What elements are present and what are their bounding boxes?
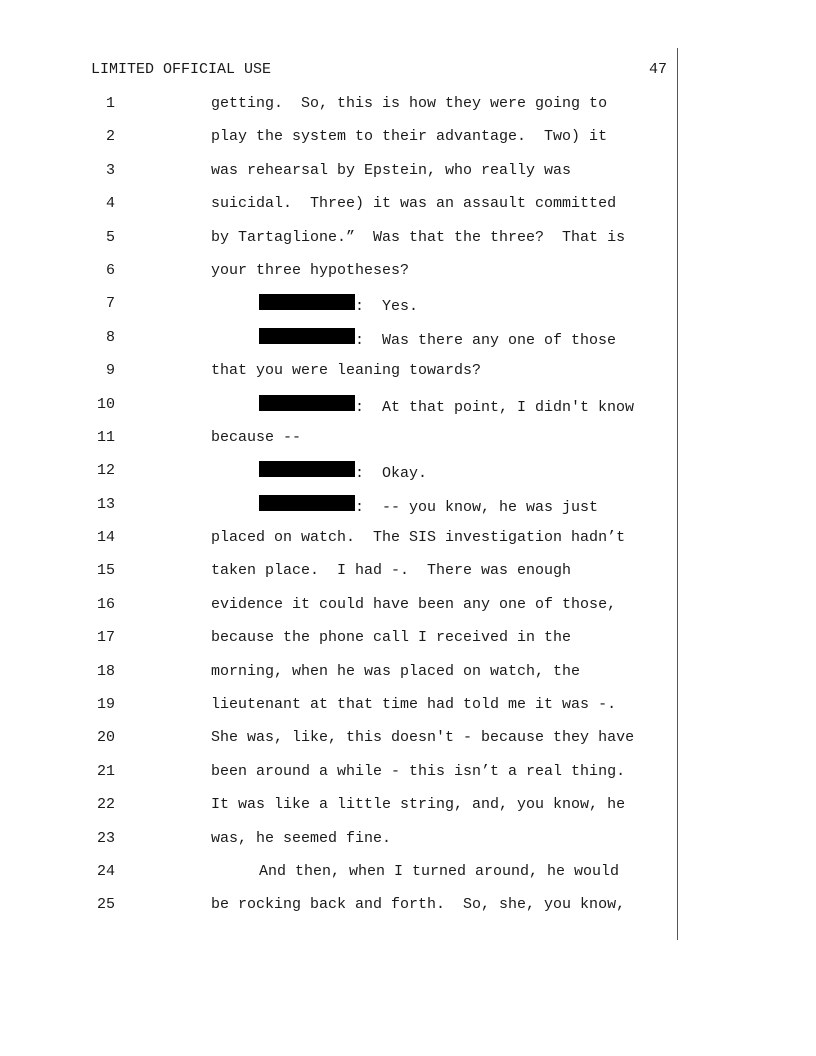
line-text: taken place. I had -. There was enough (211, 562, 572, 580)
line-text: And then, when I turned around, he would (259, 862, 620, 880)
transcript-line (0, 428, 816, 461)
line-number: 11 (96, 428, 115, 446)
line-text: suicidal. Three) it was an assault committed (211, 195, 617, 213)
transcript-line (0, 728, 816, 761)
transcript-lines (0, 94, 816, 929)
line-number: 9 (105, 362, 115, 380)
line-number: 16 (96, 595, 115, 613)
line-number: 19 (96, 696, 115, 714)
spoken-text: : Was there any one of those (355, 331, 617, 349)
line-text: was, he seemed fine. (211, 829, 392, 847)
transcript-line (0, 361, 816, 394)
speaker-label (259, 461, 355, 477)
spoken-text: : At that point, I didn't know (355, 398, 635, 416)
transcript-line (0, 395, 816, 428)
transcript-line (0, 461, 816, 494)
line-text: be rocking back and forth. So, she, you know, (211, 896, 626, 914)
line-number: 22 (96, 796, 115, 814)
line-text: was rehearsal by Epstein, who really was (211, 161, 572, 179)
transcript-line (0, 228, 816, 261)
line-number: 13 (96, 495, 115, 513)
transcript-line (0, 194, 816, 227)
line-text: getting. So, this is how they were going to (211, 95, 608, 112)
classification-header: LIMITED OFFICIAL USE (91, 61, 272, 78)
line-number: 17 (96, 629, 115, 647)
line-text: evidence it could have been any one of those, (211, 595, 617, 613)
transcript-line (0, 294, 816, 327)
line-number: 14 (96, 529, 115, 547)
line-number: 10 (96, 395, 115, 413)
line-text: It was like a little string, and, you know, he (211, 796, 626, 814)
line-number: 6 (105, 261, 115, 279)
redacted-speaker-name (259, 294, 355, 310)
line-number: 5 (105, 228, 115, 246)
transcript-line (0, 795, 816, 828)
transcript-line (0, 495, 816, 528)
line-text: been around a while - this isn’t a real thing. (211, 762, 626, 780)
line-number: 3 (105, 161, 115, 179)
line-number: 1 (105, 95, 115, 112)
line-text: by Tartaglione.” Was that the three? That is (211, 228, 626, 246)
transcript-line (0, 762, 816, 795)
line-number: 8 (105, 328, 115, 346)
transcript-line (0, 829, 816, 862)
redacted-speaker-name (259, 495, 355, 511)
line-number: 2 (105, 128, 115, 146)
transcript-line (0, 561, 816, 594)
redacted-speaker-name (259, 461, 355, 477)
line-number: 15 (96, 562, 115, 580)
line-text: because the phone call I received in the (211, 629, 572, 647)
transcript-line (0, 628, 816, 661)
line-text (259, 395, 634, 418)
transcript-line (0, 161, 816, 194)
spoken-text: : Okay. (355, 465, 428, 483)
line-number: 24 (96, 862, 115, 880)
line-number: 18 (96, 662, 115, 680)
line-text: play the system to their advantage. Two) it (211, 128, 608, 146)
transcript-line (0, 261, 816, 294)
line-text (259, 294, 418, 317)
line-text: morning, when he was placed on watch, the (211, 662, 581, 680)
line-text: because -- (211, 428, 302, 446)
line-text (259, 328, 616, 351)
line-number: 25 (96, 896, 115, 914)
line-text (259, 495, 598, 518)
line-number: 20 (96, 729, 115, 747)
line-text: your three hypotheses? (211, 261, 410, 279)
line-number: 12 (96, 462, 115, 480)
spoken-text: : -- you know, he was just (355, 498, 599, 516)
redacted-speaker-name (259, 395, 355, 411)
speaker-label (259, 495, 355, 511)
transcript-line (0, 862, 816, 895)
transcript-line (0, 528, 816, 561)
line-text (259, 461, 427, 484)
line-number: 4 (105, 195, 115, 213)
line-number: 7 (105, 295, 115, 313)
line-number: 21 (96, 762, 115, 780)
speaker-label (259, 328, 355, 344)
transcript-line (0, 328, 816, 361)
transcript-line (0, 662, 816, 695)
transcript-line (0, 895, 816, 928)
transcript-line (0, 94, 816, 127)
redacted-speaker-name (259, 328, 355, 344)
line-number: 23 (96, 829, 115, 847)
line-text: She was, like, this doesn't - because they have (211, 729, 635, 747)
line-text: that you were leaning towards? (211, 362, 482, 380)
transcript-line (0, 695, 816, 728)
line-text: lieutenant at that time had told me it was -. (211, 696, 617, 714)
spoken-text: : Yes. (355, 298, 419, 316)
speaker-label (259, 395, 355, 411)
page-number: 47 (648, 61, 667, 78)
transcript-line (0, 127, 816, 160)
transcript-line (0, 595, 816, 628)
line-text: placed on watch. The SIS investigation hadn’t (211, 529, 626, 547)
speaker-label (259, 294, 355, 310)
